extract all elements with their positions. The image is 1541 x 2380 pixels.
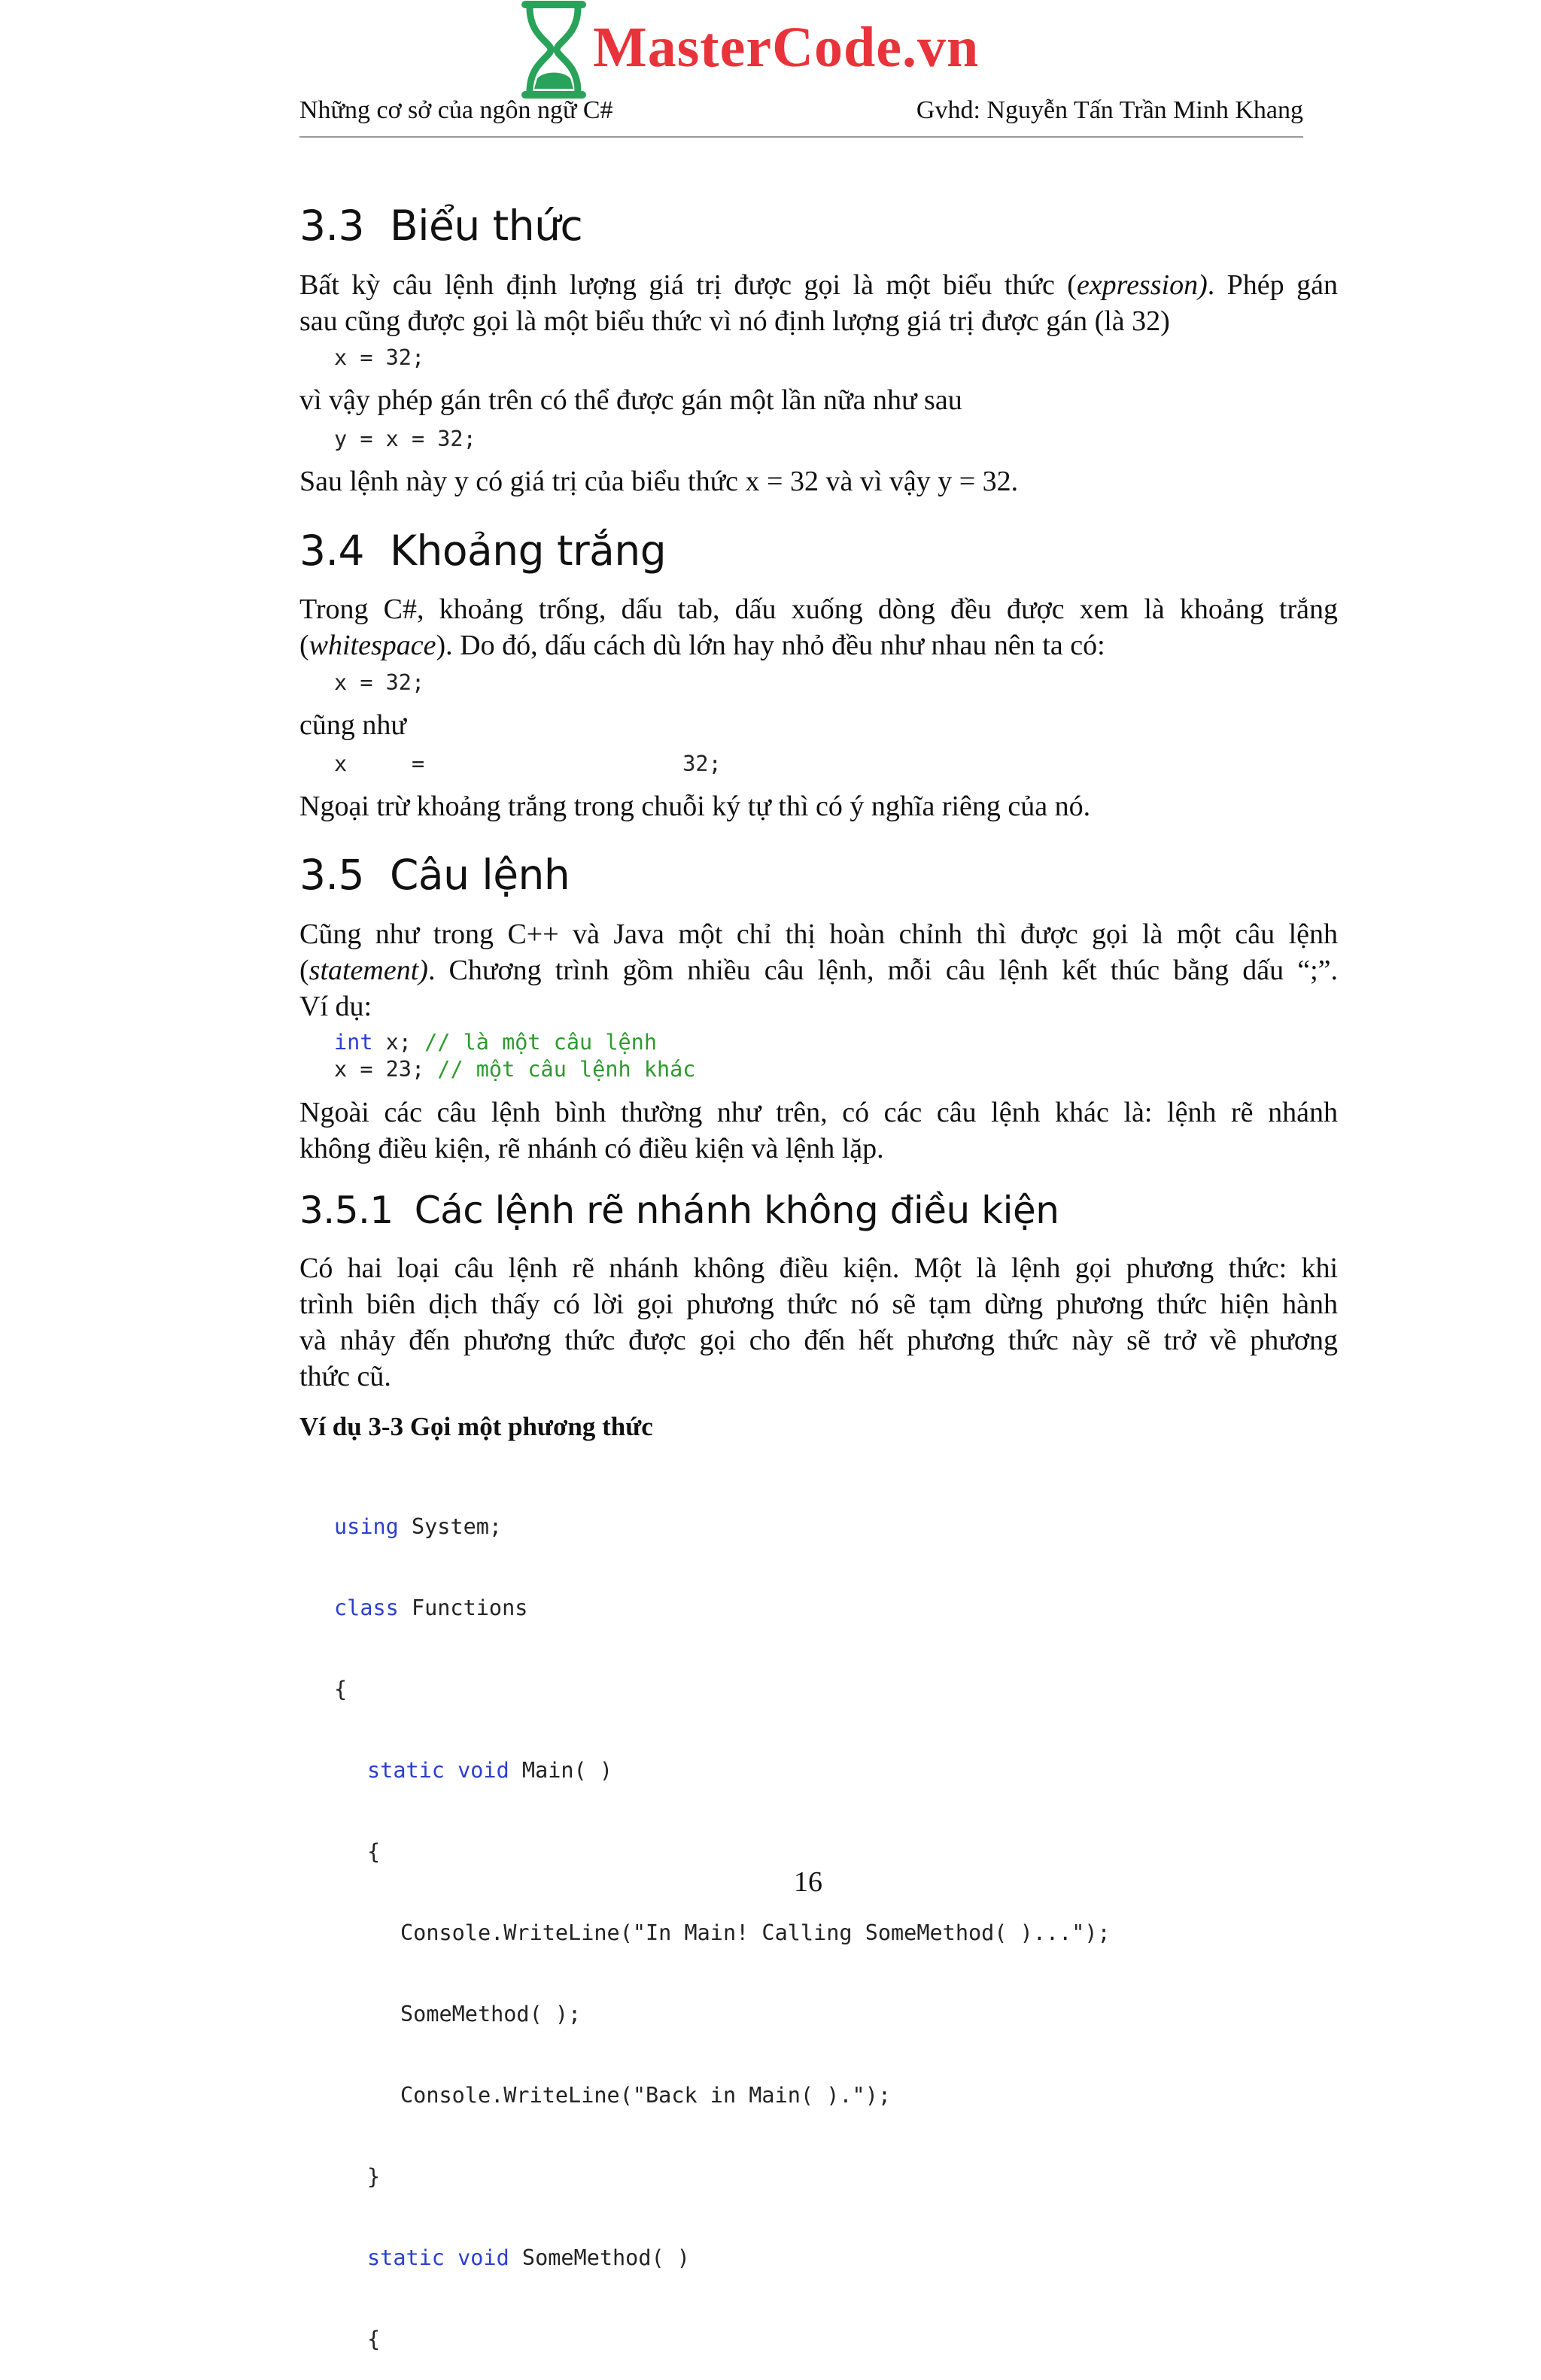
header-divider	[299, 136, 1303, 138]
paragraph-3-3-3: Sau lệnh này y có giá trị của biểu thức x = 32 và vì vậy y = 32.	[299, 466, 1019, 497]
paragraph-3-3-1: Bất kỳ câu lệnh định lượng giá trị được gọi là một biểu thức (expression). Phép gán sau cũng được gọi là một biểu thức vì nó định lượng giá trị được gán (là 32)	[299, 269, 1338, 337]
code-line: Console.WriteLine("In Main! Calling SomeMethod( )...");	[400, 1920, 1111, 1945]
section-heading-3-5-1: 3.5.1 Các lệnh rẽ nhánh không điều kiện	[299, 1188, 1059, 1232]
code-line: y = x = 32;	[334, 427, 476, 451]
mastercode-logo	[518, 0, 1014, 99]
section-heading-3-4: 3.4 Khoảng trắng	[299, 527, 667, 575]
code-line: }	[367, 2164, 381, 2189]
code-block	[334, 1459, 1111, 2380]
code-line: {	[367, 2327, 381, 2351]
paragraph-3-4-2: cũng như	[299, 709, 406, 741]
code-line: x = 32;	[334, 345, 425, 370]
example-caption: Ví dụ 3-3 Gọi một phương thức	[299, 1412, 653, 1441]
paragraph-3-4-1: Trong C#, khoảng trống, dấu tab, dấu xuống dòng đều được xem là khoảng trắng (whitespace). Do đó, dấu cách dù lớn hay nhỏ đều như nhau nên ta có:	[299, 593, 1338, 661]
code-line: class Functions	[334, 1595, 528, 1620]
logo-text: MasterCode.vn	[593, 16, 980, 79]
code-line: x = 32;	[334, 751, 722, 776]
running-header-right: Gvhd: Nguyễn Tấn Trần Minh Khang	[916, 96, 1303, 124]
code-line: {	[334, 1677, 348, 1702]
code-line: Console.WriteLine("Back in Main( ).");	[400, 2083, 892, 2108]
code-line: x = 32;	[334, 670, 425, 695]
code-line: x = 23; // một câu lệnh khác	[334, 1057, 696, 1082]
code-line: static void Main( )	[367, 1758, 613, 1783]
section-heading-3-5: 3.5 Câu lệnh	[299, 851, 570, 899]
paragraph-3-3-2: vì vậy phép gán trên có thể được gán một lần nữa như sau	[299, 384, 962, 416]
paragraph-3-4-3: Ngoại trừ khoảng trắng trong chuỗi ký tự thì có ý nghĩa riêng của nó.	[299, 791, 1091, 822]
paragraph-3-5-2: Ngoài các câu lệnh bình thường như trên, có các câu lệnh khác là: lệnh rẽ nhánh không điều kiện, rẽ nhánh có điều kiện và lệnh lặp.	[299, 1097, 1338, 1164]
running-header-left: Những cơ sở của ngôn ngữ C#	[299, 96, 613, 124]
code-line: static void SomeMethod( )	[367, 2245, 690, 2270]
code-line: SomeMethod( );	[400, 2002, 582, 2026]
code-line: {	[367, 1839, 381, 1864]
page-number: 16	[794, 1866, 822, 1898]
section-heading-3-3: 3.3 Biểu thức	[299, 202, 583, 250]
paragraph-3-5-1-1: Có hai loại câu lệnh rẽ nhánh không điều kiện. Một là lệnh gọi phương thức: khi trình biên dịch thấy có lời gọi phương thức nó sẽ tạm dừng phương thức hiện hành và nhảy đến phương thức được gọi cho đến hết phương thức này sẽ trở về phương thức cũ.	[299, 1252, 1338, 1392]
paragraph-3-5-1: Cũng như trong C++ và Java một chỉ thị hoàn chỉnh thì được gọi là một câu lệnh (statement). Chương trình gồm nhiều câu lệnh, mỗi câu lệnh kết thúc bằng dấu “;”. Ví dụ:	[299, 918, 1338, 1022]
code-line: using System;	[334, 1514, 503, 1539]
code-line: int x; // là một câu lệnh	[334, 1030, 657, 1055]
hourglass-icon	[518, 0, 590, 99]
